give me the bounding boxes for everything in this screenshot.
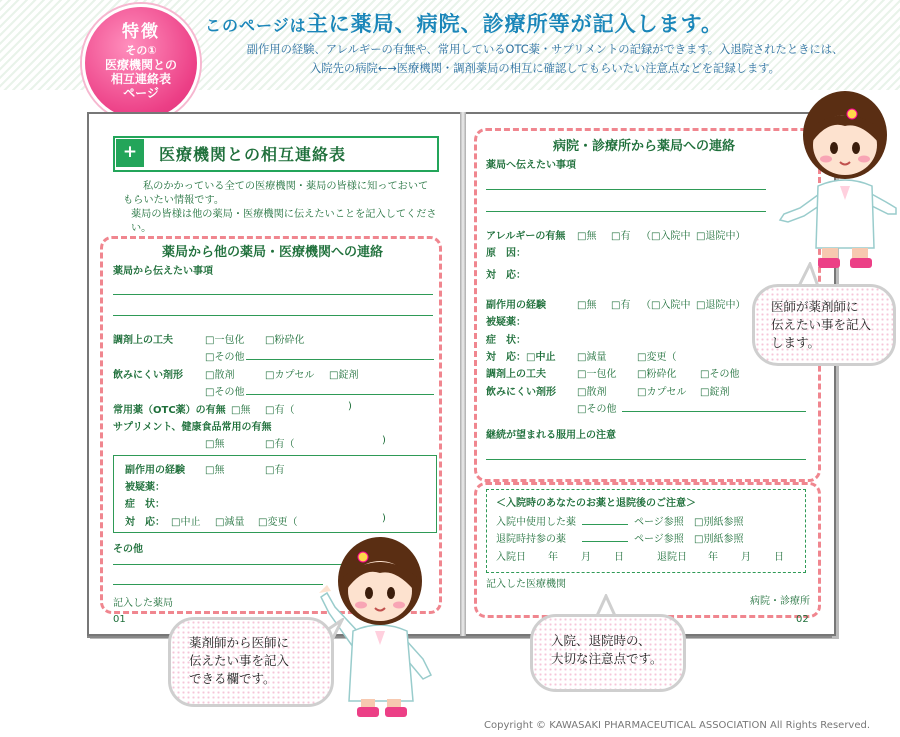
right-page-number: 02 bbox=[796, 614, 809, 625]
description-line-1: 副作用の経験、アレルギーの有無や、常用しているOTC薬・サプリメントの記録ができます。入退院されたときには、 bbox=[246, 43, 844, 56]
filled-hospital-label: 記入した医療機関 bbox=[486, 579, 566, 590]
discharge-drug-label: 退院時持参の薬 bbox=[496, 534, 566, 545]
checkbox-powder[interactable]: □散剤 bbox=[205, 370, 235, 381]
badge-text-2: 相互連絡表 bbox=[110, 72, 171, 86]
intro-line-3: 薬局の皆様は他の薬局・医療機関に伝えたいことを記入してください。 bbox=[131, 209, 437, 234]
badge-title: 特徴 bbox=[122, 22, 160, 42]
pharmacy-want-to-tell-label: 薬局から伝えたい事項 bbox=[113, 266, 213, 277]
bubble-text: 伝えたい事を記入 bbox=[771, 317, 872, 332]
checkbox-discharged[interactable]: □退院中） bbox=[696, 231, 746, 242]
month-label: 月 bbox=[581, 552, 591, 563]
write-line[interactable] bbox=[246, 359, 434, 360]
cause-label: 原 因： bbox=[486, 248, 526, 259]
write-line[interactable] bbox=[582, 541, 628, 542]
left-page-number: 01 bbox=[113, 614, 126, 625]
page-ref: ページ参照 bbox=[634, 534, 684, 545]
hospital-section-title: 病院・診療所から薬局への連絡 bbox=[553, 139, 736, 154]
checkbox-reduce[interactable]: □減量 bbox=[577, 352, 607, 363]
checkbox-none[interactable]: □無 bbox=[205, 465, 225, 476]
description-line-2: 入院先の病院←→医療機関・調剤薬局の相互に確認してもらいたい注意点などを記録します。 bbox=[310, 62, 780, 75]
hospital-label: 病院・診療所 bbox=[750, 596, 810, 607]
page-title bbox=[205, 8, 723, 38]
checkbox-other[interactable]: □その他 bbox=[700, 369, 740, 380]
response-label: 対 応： bbox=[125, 517, 165, 528]
checkbox-capsule[interactable]: □カプセル bbox=[265, 370, 315, 381]
admission-speech-bubble bbox=[530, 614, 686, 692]
discharge-date-label: 退院日 bbox=[657, 552, 687, 563]
checkbox-discharged[interactable]: □退院中） bbox=[696, 300, 746, 311]
checkbox-other[interactable]: □その他 bbox=[577, 404, 617, 415]
filled-pharmacy-label: 記入した薬局 bbox=[113, 598, 173, 609]
admission-box-title: ＜入院時のあなたのお薬と退院後のご注意＞ bbox=[496, 498, 696, 509]
supplement-label: サプリメント、健康食品常用の有無 bbox=[113, 422, 272, 433]
nomi-label: 飲みにくい剤形 bbox=[113, 370, 183, 381]
otc-label: 常用薬（OTC薬）の有無 bbox=[113, 405, 226, 416]
write-line[interactable] bbox=[113, 315, 433, 316]
bubble-text: 入院、退院時の、 bbox=[551, 633, 651, 648]
month-label: 月 bbox=[741, 552, 751, 563]
checkbox-change[interactable]: □変更（ bbox=[258, 517, 298, 528]
response-label: 対 応： bbox=[486, 270, 526, 281]
checkbox-tablet[interactable]: □錠剤 bbox=[329, 370, 359, 381]
badge-text-1: 医療機関との bbox=[104, 58, 177, 72]
checkbox-yes[interactable]: □有 bbox=[265, 465, 285, 476]
bubble-text: できる欄です。 bbox=[189, 671, 276, 686]
feature-badge bbox=[82, 4, 200, 122]
paren-close: ) bbox=[348, 401, 352, 412]
checkbox-change[interactable]: □変更（ bbox=[637, 352, 677, 363]
checkbox-ippoka[interactable]: □一包化 bbox=[577, 369, 617, 380]
intro-line-1: 私のかかっている全ての医療機関・薬局の皆様に知っておいて bbox=[143, 181, 429, 192]
admit-date-label: 入院日 bbox=[496, 552, 526, 563]
checkbox-powder[interactable]: □散剤 bbox=[577, 387, 607, 398]
checkbox-other[interactable]: □その他 bbox=[205, 352, 245, 363]
checkbox-funsai[interactable]: □粉砕化 bbox=[265, 335, 305, 346]
doctor-speech-bubble bbox=[752, 284, 896, 366]
badge-subtitle: その① bbox=[125, 44, 157, 57]
paren-close: ) bbox=[382, 435, 386, 446]
checkbox-tablet[interactable]: □錠剤 bbox=[700, 387, 730, 398]
pharmacy-section-title: 薬局から他の薬局・医療機関への連絡 bbox=[162, 245, 384, 260]
write-line[interactable] bbox=[486, 189, 766, 190]
write-line[interactable] bbox=[486, 211, 766, 212]
checkbox-reduce[interactable]: □減量 bbox=[215, 517, 245, 528]
write-line[interactable] bbox=[622, 411, 806, 412]
side-effect-label: 副作用の経験 bbox=[486, 300, 546, 311]
bubble-text: します。 bbox=[771, 335, 821, 350]
checkbox-yes[interactable]: □有（ bbox=[265, 405, 295, 416]
page-description bbox=[195, 40, 895, 78]
write-line[interactable] bbox=[486, 459, 806, 460]
symptom-label: 症 状： bbox=[486, 335, 526, 346]
write-line[interactable] bbox=[113, 584, 323, 585]
suspect-drug-label: 被疑薬： bbox=[125, 482, 165, 493]
symptom-label: 症 状： bbox=[125, 499, 165, 510]
checkbox-inpatient[interactable]: （□入院中 bbox=[641, 231, 691, 242]
doctor-character-illustration bbox=[760, 90, 900, 275]
checkbox-none[interactable]: □無 bbox=[205, 439, 225, 450]
checkbox-yes[interactable]: □有 bbox=[611, 300, 631, 311]
page-title-prefix: このページは bbox=[205, 16, 307, 35]
write-line[interactable] bbox=[246, 394, 434, 395]
year-label: 年 bbox=[548, 552, 558, 563]
chozai-label: 調剤上の工夫 bbox=[113, 335, 173, 346]
notebook-spine bbox=[460, 112, 466, 636]
checkbox-yes[interactable]: □有 bbox=[611, 231, 631, 242]
bubble-text: 医師が薬剤師に bbox=[771, 299, 859, 314]
year-label: 年 bbox=[708, 552, 718, 563]
nomi-label: 飲みにくい剤形 bbox=[486, 387, 556, 398]
side-effect-label: 副作用の経験 bbox=[125, 465, 185, 476]
checkbox-other[interactable]: □その他 bbox=[205, 387, 245, 398]
checkbox-ippoka[interactable]: □一包化 bbox=[205, 335, 245, 346]
continue-caution-label: 継続が望まれる服用上の注意 bbox=[486, 430, 616, 441]
page-ref: ページ参照 bbox=[634, 517, 684, 528]
checkbox-inpatient[interactable]: （□入院中 bbox=[641, 300, 691, 311]
checkbox-capsule[interactable]: □カプセル bbox=[637, 387, 687, 398]
checkbox-funsai[interactable]: □粉砕化 bbox=[637, 369, 677, 380]
left-page-title: 医療機関との相互連絡表 bbox=[159, 145, 347, 164]
checkbox-none[interactable]: □無 bbox=[577, 231, 597, 242]
page-title-main: 主に薬局、病院、診療所等が記入します。 bbox=[306, 12, 724, 36]
day-label: 日 bbox=[614, 552, 624, 563]
checkbox-none[interactable]: □無 bbox=[231, 405, 251, 416]
write-line[interactable] bbox=[582, 524, 628, 525]
hospital-want-to-tell-label: 薬局へ伝えたい事項 bbox=[486, 160, 576, 171]
medical-cross-icon: + bbox=[116, 139, 144, 167]
bubble-text: 伝えたい事を記入 bbox=[189, 653, 290, 668]
checkbox-yes[interactable]: □有（ bbox=[265, 439, 295, 450]
pharmacist-speech-bubble bbox=[168, 617, 334, 707]
allergy-label: アレルギーの有無 bbox=[486, 231, 566, 242]
checkbox-none[interactable]: □無 bbox=[577, 300, 597, 311]
copyright: Copyright © KAWASAKI PHARMACEUTICAL ASSOCIATION All Rights Reserved. bbox=[484, 720, 871, 731]
suspect-drug-label: 被疑薬： bbox=[486, 317, 526, 328]
response-label: 対 応：□中止 bbox=[486, 352, 556, 363]
intro-line-2: もらいたい情報です。 bbox=[123, 195, 225, 206]
left-intro bbox=[113, 180, 443, 236]
chozai-label: 調剤上の工夫 bbox=[486, 369, 546, 380]
other-label: その他 bbox=[113, 544, 143, 555]
bubble-text: 大切な注意点です。 bbox=[551, 651, 663, 666]
badge-text-3: ページ bbox=[123, 86, 159, 100]
bubble-text: 薬剤師から医師に bbox=[189, 635, 290, 650]
inpatient-drug-label: 入院中使用した薬 bbox=[496, 517, 576, 528]
checkbox-separate-sheet[interactable]: □別紙参照 bbox=[694, 517, 744, 528]
day-label: 日 bbox=[774, 552, 784, 563]
checkbox-stop[interactable]: □中止 bbox=[171, 517, 201, 528]
paren-close: ) bbox=[382, 513, 386, 524]
write-line[interactable] bbox=[113, 294, 433, 295]
checkbox-separate-sheet[interactable]: □別紙参照 bbox=[694, 534, 744, 545]
